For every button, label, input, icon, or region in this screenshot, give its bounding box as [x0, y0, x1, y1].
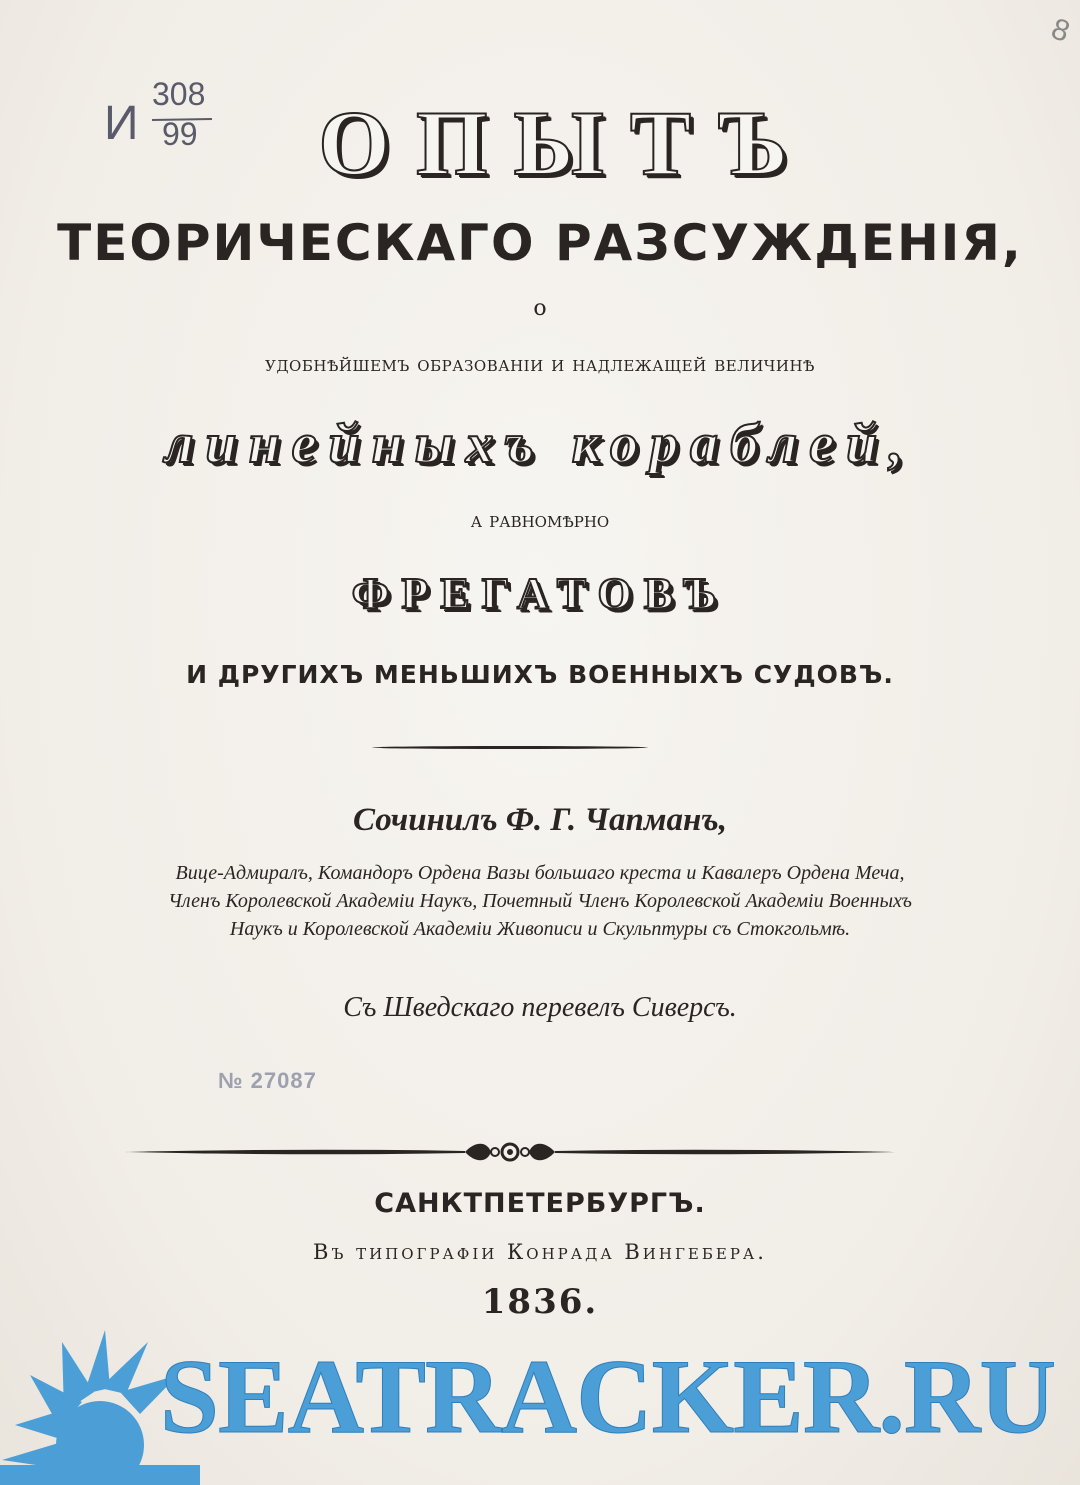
- shelfmark-bottom-number: 99: [162, 116, 198, 152]
- title-frigates: ФРЕГАТОВЪ: [351, 569, 729, 618]
- translator-line: Съ Шведскаго перевелъ Сиверсъ.: [343, 992, 737, 1023]
- title-o: о: [533, 296, 547, 321]
- title-subject-line: удобнѣйшемъ образованіи и надлежащей величинѣ: [265, 352, 815, 377]
- author-titles-line-3: Наукъ и Королевской Академіи Живописи и Скульптуры съ Стокгольмѣ.: [229, 918, 851, 940]
- title-opyt: ОПЫТЪ: [318, 92, 814, 194]
- title-ships-of-the-line: линейныхъ кораблей,: [164, 413, 916, 475]
- ornament-divider: [125, 1135, 895, 1169]
- divider-rule: [372, 746, 648, 749]
- author-byline: Сочинилъ Ф. Г. Чапманъ,: [353, 802, 727, 838]
- imprint-city: САНКТПЕТЕРБУРГЪ.: [374, 1188, 706, 1219]
- inventory-stamp: № 27087: [218, 1068, 317, 1093]
- author-titles-line-2: Членъ Королевской Академіи Наукъ, Почетный Членъ Королевской Академіи Военныхъ: [168, 890, 912, 912]
- watermark-text: SEATRACKER.RU: [160, 1338, 1055, 1455]
- title-smaller-vessels: И ДРУГИХЪ МЕНЬШИХЪ ВОЕННЫХЪ СУДОВЪ.: [186, 660, 894, 689]
- imprint-year: 1836.: [481, 1282, 599, 1322]
- imprint-press: Въ типографіи Конрада Вингебера.: [313, 1240, 767, 1264]
- title-equally: а равномѣрно: [470, 508, 610, 533]
- corner-pencil-mark: 8: [1047, 12, 1074, 49]
- title-theoretical-reasoning: ТЕОРИЧЕСКАГО РАЗСУЖДЕНІЯ,: [57, 214, 1023, 272]
- shelfmark-top-number: 308: [152, 76, 206, 112]
- author-titles-line-1: Вице-Адмиралъ, Командоръ Ордена Вазы большаго креста и Кавалеръ Ордена Меча,: [175, 862, 905, 884]
- shelfmark-letter: И: [104, 97, 139, 150]
